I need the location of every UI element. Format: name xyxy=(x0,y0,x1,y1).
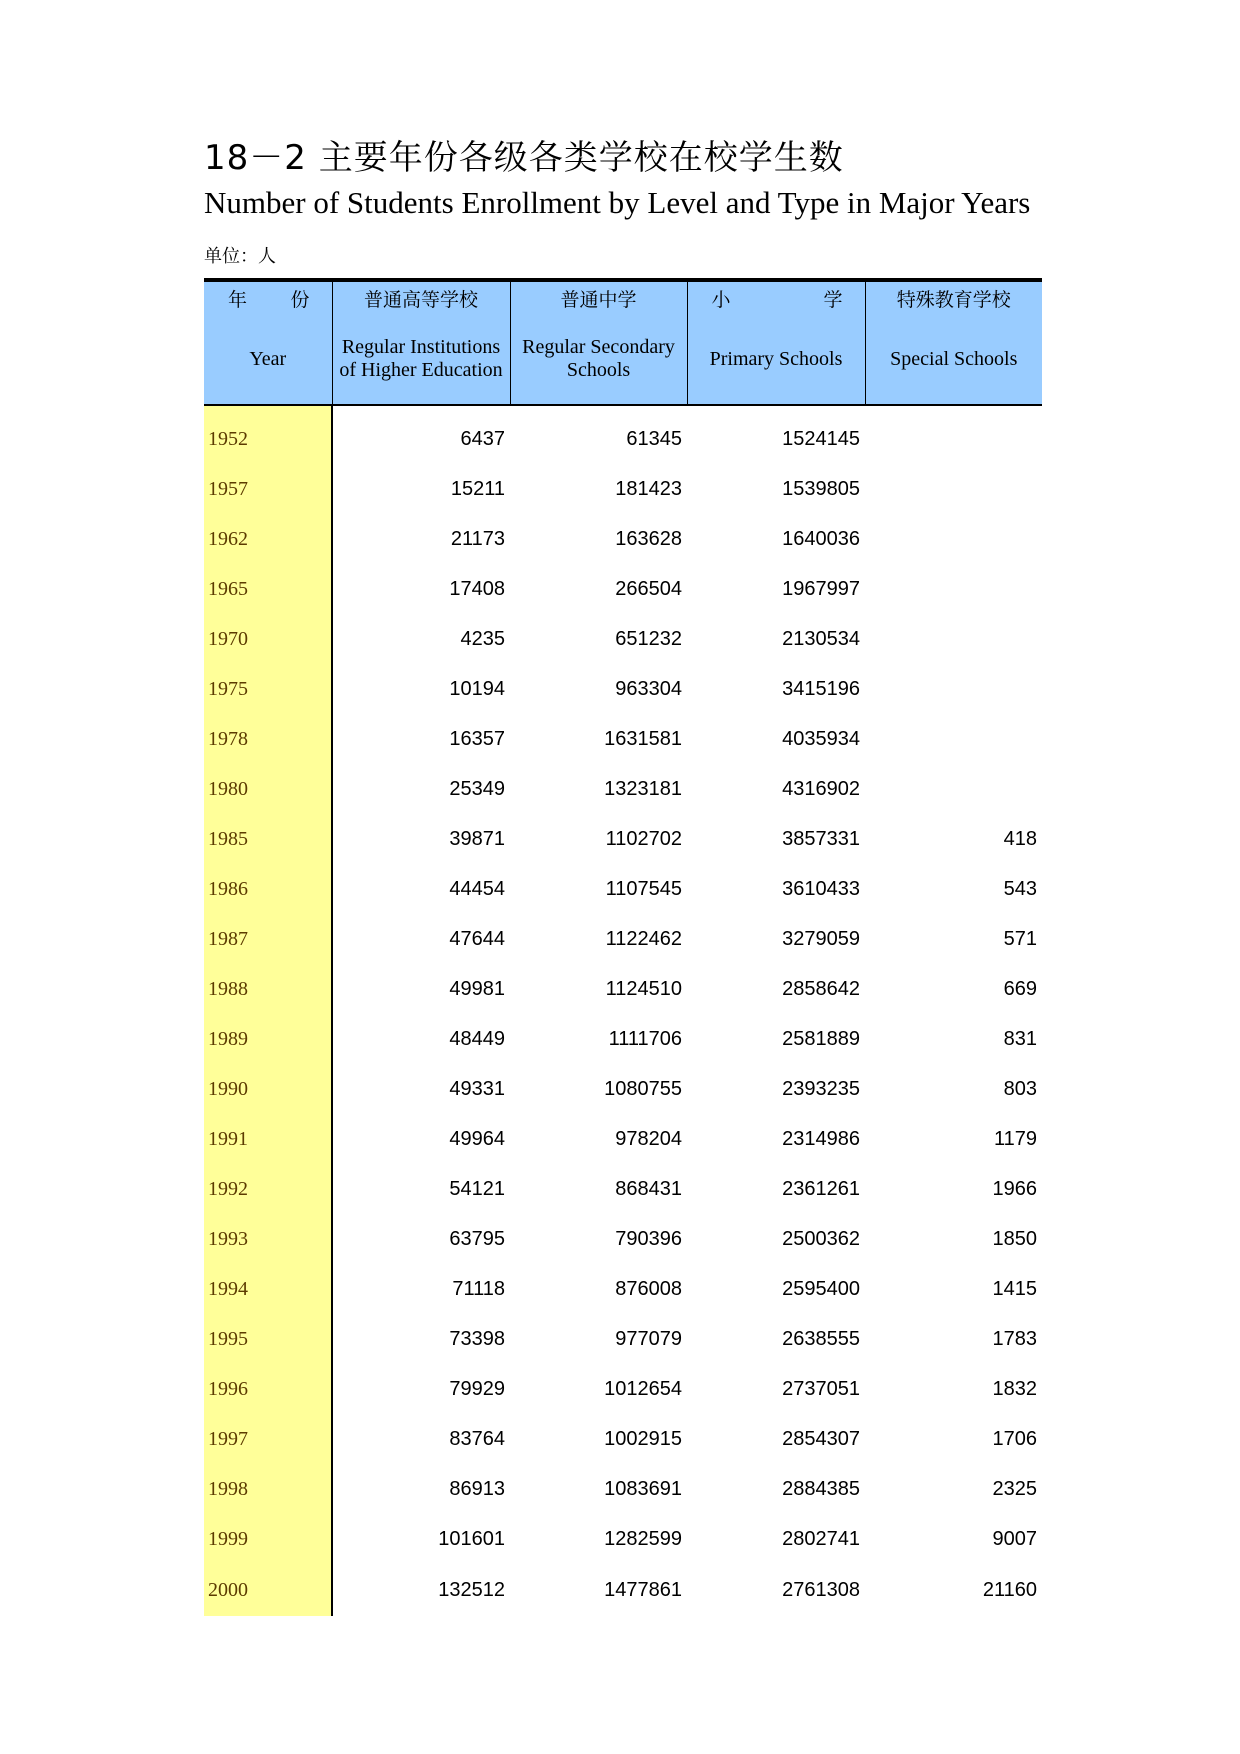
cell-special xyxy=(865,405,1042,464)
cell-secondary: 1323181 xyxy=(604,777,682,800)
cell-secondary: 790396 xyxy=(615,1227,682,1250)
table-row xyxy=(204,1164,1042,1214)
cell-special: 543 xyxy=(1003,877,1037,900)
cell-special xyxy=(865,464,1042,514)
header-special-cn: 特殊教育学校 xyxy=(896,289,1011,311)
header-year-cn-right: 份 xyxy=(290,289,310,311)
cell-secondary: 868431 xyxy=(615,1177,682,1200)
cell-primary: 4316902 xyxy=(782,777,860,800)
cell-higher-education: 16357 xyxy=(449,727,505,750)
cell-year: 1965 xyxy=(204,564,332,614)
cell-primary: 1967997 xyxy=(782,577,860,600)
cell-secondary: 1282599 xyxy=(604,1527,682,1550)
cell-special xyxy=(865,664,1042,714)
table-row xyxy=(204,764,1042,814)
header-special-en: Special Schools xyxy=(890,347,1018,370)
header-higher-education xyxy=(332,280,510,405)
cell-year: 1978 xyxy=(204,714,332,764)
cell-higher-education: 132512 xyxy=(438,1578,505,1601)
cell-primary: 2581889 xyxy=(782,1027,860,1050)
table-row xyxy=(204,1064,1042,1114)
cell-special: 1706 xyxy=(992,1427,1037,1450)
cell-primary: 2314986 xyxy=(782,1127,860,1150)
cell-higher-education: 101601 xyxy=(438,1527,505,1550)
cell-special xyxy=(865,514,1042,564)
cell-special: 803 xyxy=(1003,1077,1037,1100)
cell-higher-education: 25349 xyxy=(449,777,505,800)
cell-primary: 2884385 xyxy=(782,1477,860,1500)
cell-primary: 4035934 xyxy=(782,727,860,750)
cell-special: 1966 xyxy=(992,1177,1037,1200)
cell-year: 1999 xyxy=(204,1514,332,1564)
cell-primary: 2638555 xyxy=(782,1327,860,1350)
cell-year: 1994 xyxy=(204,1264,332,1314)
cell-higher-education: 49331 xyxy=(449,1077,505,1100)
table-row xyxy=(204,1464,1042,1514)
cell-secondary: 1080755 xyxy=(604,1077,682,1100)
table-row xyxy=(204,964,1042,1014)
cell-year: 1957 xyxy=(204,464,332,514)
cell-special: 1783 xyxy=(992,1327,1037,1350)
cell-primary: 1640036 xyxy=(782,527,860,550)
cell-secondary: 651232 xyxy=(615,627,682,650)
cell-year: 1998 xyxy=(204,1464,332,1514)
cell-secondary: 963304 xyxy=(615,677,682,700)
cell-secondary: 266504 xyxy=(615,577,682,600)
cell-higher-education: 39871 xyxy=(449,827,505,850)
cell-special xyxy=(865,764,1042,814)
cell-secondary: 1002915 xyxy=(604,1427,682,1450)
cell-secondary: 1124510 xyxy=(605,977,682,1000)
table-row xyxy=(204,405,1042,464)
cell-special xyxy=(865,564,1042,614)
cell-secondary: 1477861 xyxy=(604,1578,682,1601)
cell-year: 1990 xyxy=(204,1064,332,1114)
header-year-cn-left: 年 xyxy=(228,289,248,311)
table-row xyxy=(204,1414,1042,1464)
cell-higher-education: 79929 xyxy=(449,1377,505,1400)
header-secondary-cn: 普通中学 xyxy=(560,289,637,311)
cell-year: 1980 xyxy=(204,764,332,814)
cell-year: 1989 xyxy=(204,1014,332,1064)
header-primary-en: Primary Schools xyxy=(709,347,843,370)
cell-secondary: 978204 xyxy=(615,1127,682,1150)
table-header-row xyxy=(204,280,1042,405)
cell-year: 1988 xyxy=(204,964,332,1014)
table-row xyxy=(204,814,1042,864)
header-higher-education-en: Regular Institutions of Higher Education xyxy=(339,336,503,381)
cell-primary: 3415196 xyxy=(782,677,860,700)
cell-year: 1996 xyxy=(204,1364,332,1414)
cell-higher-education: 83764 xyxy=(449,1427,505,1450)
cell-secondary: 1102702 xyxy=(605,827,682,850)
cell-higher-education: 15211 xyxy=(450,477,505,500)
header-year xyxy=(204,280,332,405)
cell-higher-education: 71118 xyxy=(452,1277,505,1300)
cell-secondary: 1012654 xyxy=(604,1377,682,1400)
header-primary-cn-right: 学 xyxy=(823,289,843,311)
table-row xyxy=(204,614,1042,664)
cell-year: 2000 xyxy=(204,1564,332,1616)
cell-year: 1997 xyxy=(204,1414,332,1464)
cell-higher-education: 47644 xyxy=(449,927,505,950)
cell-higher-education: 86913 xyxy=(449,1477,505,1500)
cell-higher-education: 48449 xyxy=(449,1027,505,1050)
cell-higher-education: 63795 xyxy=(449,1227,505,1250)
table-row xyxy=(204,1364,1042,1414)
enrollment-table xyxy=(204,278,1042,1616)
cell-year: 1991 xyxy=(204,1114,332,1164)
table-row xyxy=(204,514,1042,564)
cell-secondary: 977079 xyxy=(615,1327,682,1350)
cell-higher-education: 44454 xyxy=(449,877,505,900)
cell-secondary: 1083691 xyxy=(604,1477,682,1500)
cell-secondary: 61345 xyxy=(626,427,682,450)
table-row xyxy=(204,1214,1042,1264)
table-row xyxy=(204,564,1042,614)
cell-secondary: 163628 xyxy=(615,527,682,550)
table-row xyxy=(204,1314,1042,1364)
cell-primary: 2393235 xyxy=(782,1077,860,1100)
cell-primary: 1524145 xyxy=(782,427,860,450)
cell-secondary: 876008 xyxy=(615,1277,682,1300)
header-year-en: Year xyxy=(249,347,287,370)
cell-year: 1985 xyxy=(204,814,332,864)
cell-primary: 2858642 xyxy=(782,977,860,1000)
cell-secondary: 181423 xyxy=(615,477,682,500)
cell-primary: 3610433 xyxy=(782,877,860,900)
cell-special: 9007 xyxy=(992,1527,1037,1550)
header-primary-cn-left: 小 xyxy=(711,289,731,311)
table-row xyxy=(204,1264,1042,1314)
cell-special: 831 xyxy=(1003,1027,1037,1050)
cell-year: 1992 xyxy=(204,1164,332,1214)
cell-higher-education: 73398 xyxy=(449,1327,505,1350)
table-row xyxy=(204,1514,1042,1564)
cell-higher-education: 21173 xyxy=(450,527,505,550)
table-row xyxy=(204,864,1042,914)
header-secondary xyxy=(510,280,687,405)
cell-primary: 2500362 xyxy=(782,1227,860,1250)
cell-special: 571 xyxy=(1003,927,1037,950)
cell-higher-education: 17408 xyxy=(449,577,505,600)
unit-label: 单位：人 xyxy=(204,246,276,267)
table-row xyxy=(204,714,1042,764)
cell-secondary: 1111706 xyxy=(608,1027,682,1050)
cell-primary: 1539805 xyxy=(782,477,860,500)
cell-primary: 2854307 xyxy=(782,1427,860,1450)
cell-higher-education: 4235 xyxy=(460,627,505,650)
cell-primary: 2130534 xyxy=(782,627,860,650)
cell-special: 669 xyxy=(1003,977,1037,1000)
cell-special xyxy=(865,614,1042,664)
cell-secondary: 1631581 xyxy=(604,727,682,750)
cell-primary: 3279059 xyxy=(782,927,860,950)
cell-special: 1179 xyxy=(993,1127,1037,1150)
page-title-en: Number of Students Enrollment by Level and Type in Major Years xyxy=(204,185,1031,220)
cell-secondary: 1107545 xyxy=(605,877,682,900)
cell-primary: 2595400 xyxy=(782,1277,860,1300)
header-special xyxy=(865,280,1042,405)
cell-year: 1975 xyxy=(204,664,332,714)
cell-higher-education: 49981 xyxy=(449,977,505,1000)
cell-year: 1993 xyxy=(204,1214,332,1264)
cell-primary: 2802741 xyxy=(782,1527,860,1550)
cell-year: 1970 xyxy=(204,614,332,664)
table-row xyxy=(204,1564,1042,1616)
page-title-cn: 18－2 主要年份各级各类学校在校学生数 xyxy=(204,138,844,178)
cell-higher-education: 54121 xyxy=(449,1177,505,1200)
cell-special: 21160 xyxy=(982,1578,1037,1601)
table-row xyxy=(204,464,1042,514)
cell-special: 1850 xyxy=(992,1227,1037,1250)
cell-special: 1415 xyxy=(992,1277,1037,1300)
table-row xyxy=(204,1114,1042,1164)
cell-primary: 2761308 xyxy=(782,1578,860,1601)
header-higher-education-cn: 普通高等学校 xyxy=(363,289,478,311)
cell-year: 1962 xyxy=(204,514,332,564)
cell-higher-education: 6437 xyxy=(460,427,505,450)
cell-special: 418 xyxy=(1003,827,1037,850)
cell-primary: 3857331 xyxy=(782,827,860,850)
table-row xyxy=(204,1014,1042,1064)
cell-primary: 2737051 xyxy=(782,1377,860,1400)
cell-higher-education: 10194 xyxy=(449,677,505,700)
cell-higher-education: 49964 xyxy=(449,1127,505,1150)
cell-special: 1832 xyxy=(992,1377,1037,1400)
cell-primary: 2361261 xyxy=(782,1177,860,1200)
cell-special: 2325 xyxy=(992,1477,1037,1500)
cell-year: 1995 xyxy=(204,1314,332,1364)
cell-secondary: 1122462 xyxy=(605,927,682,950)
header-primary xyxy=(687,280,865,405)
table-row xyxy=(204,914,1042,964)
header-secondary-en: Regular Secondary Schools xyxy=(522,336,675,381)
cell-year: 1987 xyxy=(204,914,332,964)
cell-special xyxy=(865,714,1042,764)
table-row xyxy=(204,664,1042,714)
cell-year: 1986 xyxy=(204,864,332,914)
cell-year: 1952 xyxy=(204,405,332,464)
